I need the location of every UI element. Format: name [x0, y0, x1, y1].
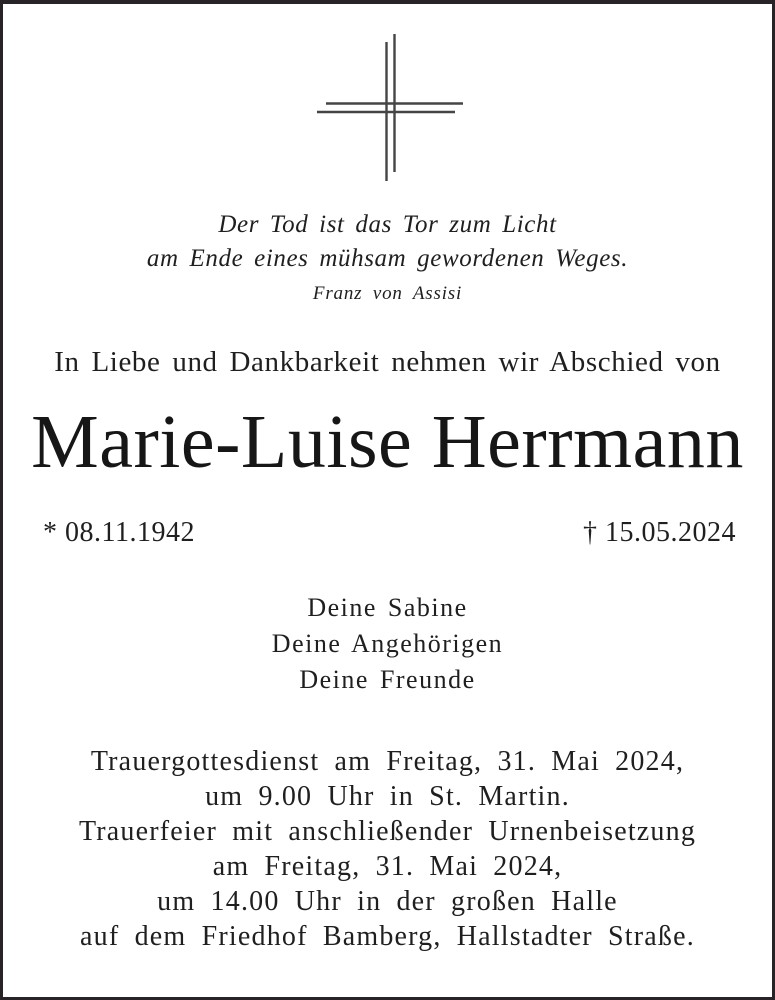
death-date: † 15.05.2024: [583, 517, 736, 548]
memorial-cross-icon: [303, 29, 478, 189]
service-line: um 14.00 Uhr in der großen Halle: [157, 886, 618, 917]
mourners-list: [3, 590, 772, 698]
epigraph-attribution: Franz von Assisi: [312, 283, 463, 304]
service-line: auf dem Friedhof Bamberg, Hallstadter Straße.: [80, 921, 695, 952]
life-dates: [3, 517, 772, 549]
service-line: Trauergottesdienst am Freitag, 31. Mai 2024,: [90, 746, 685, 777]
service-line: um 9.00 Uhr in St. Martin.: [205, 781, 570, 812]
epigraph-line-1: Der Tod ist das Tor zum Licht: [218, 211, 557, 238]
service-details: [3, 744, 772, 954]
mourner-line: Deine Freunde: [299, 665, 476, 694]
farewell-intro: In Liebe und Dankbarkeit nehmen wir Abschied von: [54, 346, 721, 378]
service-line: Trauerfeier mit anschließender Urnenbeisetzung: [78, 816, 697, 847]
mourner-line: Deine Angehörigen: [271, 629, 504, 658]
mourner-line: Deine Sabine: [307, 593, 468, 622]
birth-date: * 08.11.1942: [43, 517, 195, 548]
epigraph: [3, 208, 772, 309]
service-line: am Freitag, 31. Mai 2024,: [212, 851, 563, 882]
deceased-name: Marie-Luise Herrmann: [31, 400, 744, 484]
epigraph-line-2: am Ende eines mühsam gewordenen Weges.: [146, 245, 629, 272]
